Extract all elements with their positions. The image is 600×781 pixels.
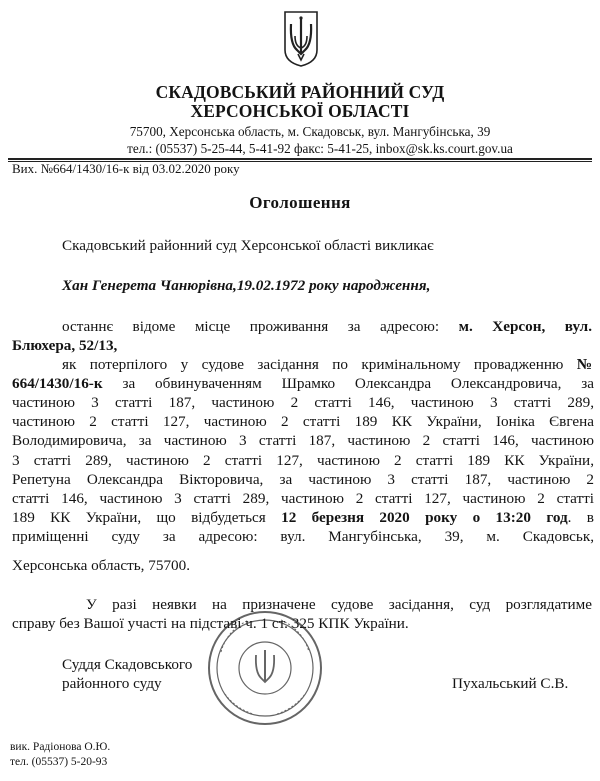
court-name-line2: ХЕРСОНСЬКОЇ ОБЛАСТІ [190,101,410,121]
text-run: . в [567,508,594,526]
main-paragraph-line [12,431,594,450]
text-run: статті 146, частиною 3 статті 289, частиною 2 статті 127, частиною 2 статті [12,489,594,507]
main-paragraph-line [12,489,594,508]
main-paragraph-last-line: Херсонська область, 75700. [12,557,191,574]
court-address: 75700, Херсонська область, м. Скадовськ, вул. Мангубінська, 39 [129,124,491,139]
judge-name: Пухальський С.В. [452,675,569,692]
text-run: приміщенні суду за адресою: вул. Мангубінська, 39, м. Скадовськ, [12,527,594,545]
header-rule [8,158,592,160]
trident-coat-of-arms-icon [283,10,319,68]
text-run: як потерпілого у судове засідання по кримінальному провадженню [62,356,577,373]
executor-name: вик. Радіонова О.Ю. [10,741,111,753]
main-paragraph-line [62,355,592,374]
main-paragraph-line [12,412,594,431]
text-run: Володимировича, за частиною 3 статті 187, частиною 2 статті 146, частиною [12,432,594,450]
outgoing-number: Вих. №664/1430/16-к від 03.02.2020 року [12,161,240,176]
main-paragraph-line [12,374,594,393]
text-run: 3 статті 289, частиною 2 статті 127, частиною 2 статті 189 КК України, [12,451,594,469]
text-run: 189 КК України, що відбудеться [12,508,282,526]
warning-line1: У разі неявки на призначене судове засідання, суд розглядатиме [86,596,592,613]
court-contacts: тел.: (05537) 5-25-44, 5-41-92 факс: 5-41-25, inbox@sk.ks.court.gov.ua [127,141,513,156]
residence-address-bold: м. Херсон, вул. [458,318,592,335]
main-paragraph-line [12,393,594,412]
bold-text: 12 березня 2020 року о 13:20 год [281,508,568,526]
residence-line [62,317,592,336]
signature-role-line2: районного суду [62,675,162,692]
main-paragraph-line [12,451,594,470]
bold-text: № [576,356,592,373]
main-paragraph-line [12,470,594,489]
warning-line2: справу без Вашої участі на підставі ч. 1 ст. 325 КПК України. [12,615,409,632]
executor-phone: тел. (05537) 5-20-93 [10,756,108,768]
main-paragraph-line [12,527,594,546]
summoned-person: Хан Генерета Чанюрівна,19.02.1972 року народження, [62,277,431,294]
text-run: Репетуна Олександра Вікторовича, за частиною 3 статті 187, частиною 2 [12,470,594,488]
signature-role-line1: Суддя Скадовського [62,656,193,673]
main-paragraph-line [12,508,594,527]
court-name-line1: СКАДОВСЬКИЙ РАЙОННИЙ СУД [155,82,445,102]
intro-line: Скадовський районний суд Херсонської області викликає [62,237,434,254]
text-run: за обвинуваченням Шрамко Олександра Олександровича, за [102,375,594,393]
residence-address-line2: Блюхера, 52/13, [12,337,118,354]
residence-text: останнє відоме місце проживання за адресою: [62,318,440,335]
text-run: частиною 2 статті 127, частиною 2 статті 189 КК України, Іоніка Євгена [12,413,594,431]
bold-text: 664/1430/16-к [12,375,103,393]
text-run: частиною 3 статті 187, частиною 2 статті 146, частиною 3 статті 289, [12,394,594,412]
document-title: Оголошення [249,193,351,212]
court-seal-stamp-icon [205,608,325,728]
